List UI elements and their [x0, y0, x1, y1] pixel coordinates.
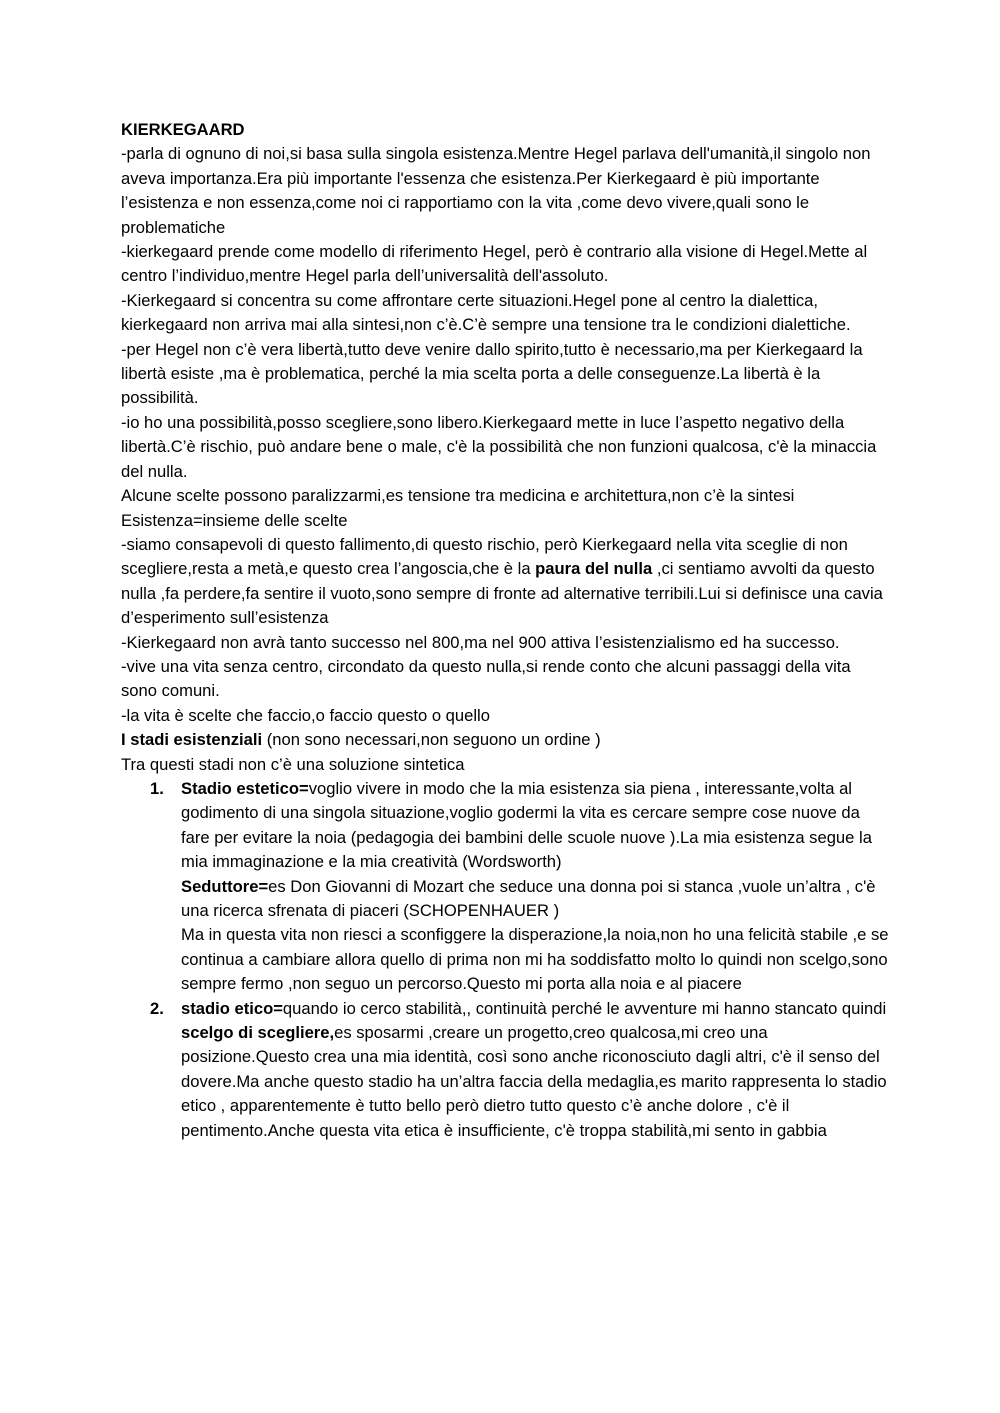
text-run: es sposarmi ,creare un progetto,creo qualcosa,mi creo una posizione.Questo crea una mia identità, così sono anche riconosciuto dagli altri, c'è il senso del dovere.Ma anche questo stadio ha un’altra faccia della medaglia,es marito rappresenta lo stadio etico , apparentemente è tutto bello però dietro tutto questo c’è anche dolore , c'è il pentimento.Anche questa vita etica è insufficiente, c'è troppa stabilità,mi sento in gabbia — [181, 1023, 887, 1140]
list-item-paragraph — [181, 777, 891, 875]
bold-text: stadio etico= — [181, 998, 283, 1018]
text-run: -io ho una possibilità,posso scegliere,sono libero.Kierkegaard mette in luce l’aspetto negativo della libertà.C’è rischio, può andare bene o male, c'è la possibilità che non funzioni qualcosa, c'è la minaccia del nulla. — [121, 412, 877, 481]
stadio-list-item — [150, 777, 891, 997]
bold-text: Stadio estetico= — [181, 778, 309, 798]
text-run: -parla di ognuno di noi,si basa sulla singola esistenza.Mentre Hegel parlava dell'umanità,il singolo non aveva importanza.Era più importante l'essenza che esistenza.Per Kierkegaard è più importante l’esistenza e non essenza,come noi ci rapportiamo con la vita ,come devo vivere,quali sono le problematiche — [121, 144, 871, 237]
bold-text: paura del nulla — [535, 559, 653, 579]
text-run: voglio vivere in modo che la mia esistenza sia piena , interessante,volta al godimento di una singola situazione,voglio godermi la vita es cercare sempre cose nuove da fare per evitare la noia (pedagogia dei bambini delle scuole nuove ).La mia esistenza segue la mia immaginazione e la mia creatività (Wordsworth) — [181, 778, 872, 872]
text-run: -per Hegel non c’è vera libertà,tutto deve venire dallo spirito,tutto è necessario,ma per Kierkegaard la libertà esiste ,ma è problematica, perché la mia scelta porta a delle conseguenze.La libertà è la possibilità. — [121, 339, 863, 408]
text-run: (non sono necessari,non seguono un ordine ) — [262, 730, 601, 750]
paragraph-list — [121, 142, 891, 777]
list-item-paragraph — [181, 875, 891, 924]
paragraph — [121, 655, 891, 704]
paragraph — [121, 411, 891, 484]
text-run: Alcune scelte possono paralizzarmi,es tensione tra medicina e architettura,non c’è la sintesi — [121, 486, 795, 506]
text-run: Esistenza=insieme delle scelte — [121, 510, 348, 530]
text-run: es Don Giovanni di Mozart che seduce una donna poi si stanca ,vuole un’altra , c'è una ricerca sfrenata di piaceri (SCHOPENHAUER ) — [181, 876, 876, 920]
text-run: quando io cerco stabilità,, continuità perché le avventure mi hanno stancato quindi — [282, 998, 887, 1018]
list-item-paragraph — [181, 923, 891, 996]
text-run: -la vita è scelte che faccio,o faccio questo o quello — [121, 705, 490, 725]
stadio-list-item — [150, 997, 891, 1143]
paragraph — [121, 631, 891, 655]
text-run: -kierkegaard prende come modello di riferimento Hegel, però è contrario alla visione di Hegel.Mette al centro l’individuo,mentre Hegel parla dell’universalità dell'assoluto. — [121, 242, 868, 286]
bold-text: I stadi esistenziali — [121, 730, 263, 750]
text-run: -Kierkegaard non avrà tanto successo nel 800,ma nel 900 attiva l’esistenzialismo ed ha successo. — [121, 632, 840, 652]
list-number: 2. — [150, 998, 164, 1018]
document-title: KIERKEGAARD — [121, 120, 245, 139]
document-page — [121, 118, 891, 1143]
text-run: -vive una vita senza centro, circondato da questo nulla,si rende conto che alcuni passaggi della vita sono comuni. — [121, 656, 851, 701]
list-number: 1. — [150, 778, 164, 798]
paragraph — [121, 240, 891, 289]
text-run: Ma in questa vita non riesci a sconfiggere la disperazione,la noia,non ho una felicità stabile ,e se continua a cambiare allora quello di prima non mi ha soddisfatto molto lo quindi non scelgo,sono sempre fermo ,non seguo un percorso.Questo mi porta alla noia e al piacere — [181, 925, 889, 994]
text-run: Tra questi stadi non c’è una soluzione sintetica — [121, 754, 465, 774]
paragraph — [121, 704, 891, 728]
paragraph — [121, 142, 891, 240]
text-run: -siamo consapevoli di questo fallimento,di questo rischio, però Kierkegaard nella vita sceglie di non scegliere,resta a metà,e questo crea l’angoscia,che è la — [121, 534, 848, 579]
paragraph — [121, 509, 891, 533]
paragraph — [121, 753, 891, 777]
text-run: ,ci sentiamo avvolti da questo nulla ,fa perdere,fa sentire il vuoto,sono sempre di fronte ad alternative terribili.Lui si definisce una cavia d’esperimento sull’esistenza — [121, 559, 883, 628]
bold-text: Seduttore= — [181, 876, 269, 896]
paragraph — [121, 338, 891, 411]
text-run: -Kierkegaard si concentra su come affrontare certe situazioni.Hegel pone al centro la dialettica, kierkegaard non arriva mai alla sintesi,non c’è.C’è sempre una tensione tra le condizioni dialettiche. — [121, 290, 851, 335]
stadi-list — [121, 777, 891, 1143]
paragraph — [121, 533, 891, 631]
paragraph — [121, 289, 891, 338]
paragraph — [121, 728, 891, 752]
bold-text: scelgo di scegliere, — [181, 1023, 335, 1043]
list-item-paragraph — [181, 997, 891, 1143]
paragraph — [121, 484, 891, 508]
